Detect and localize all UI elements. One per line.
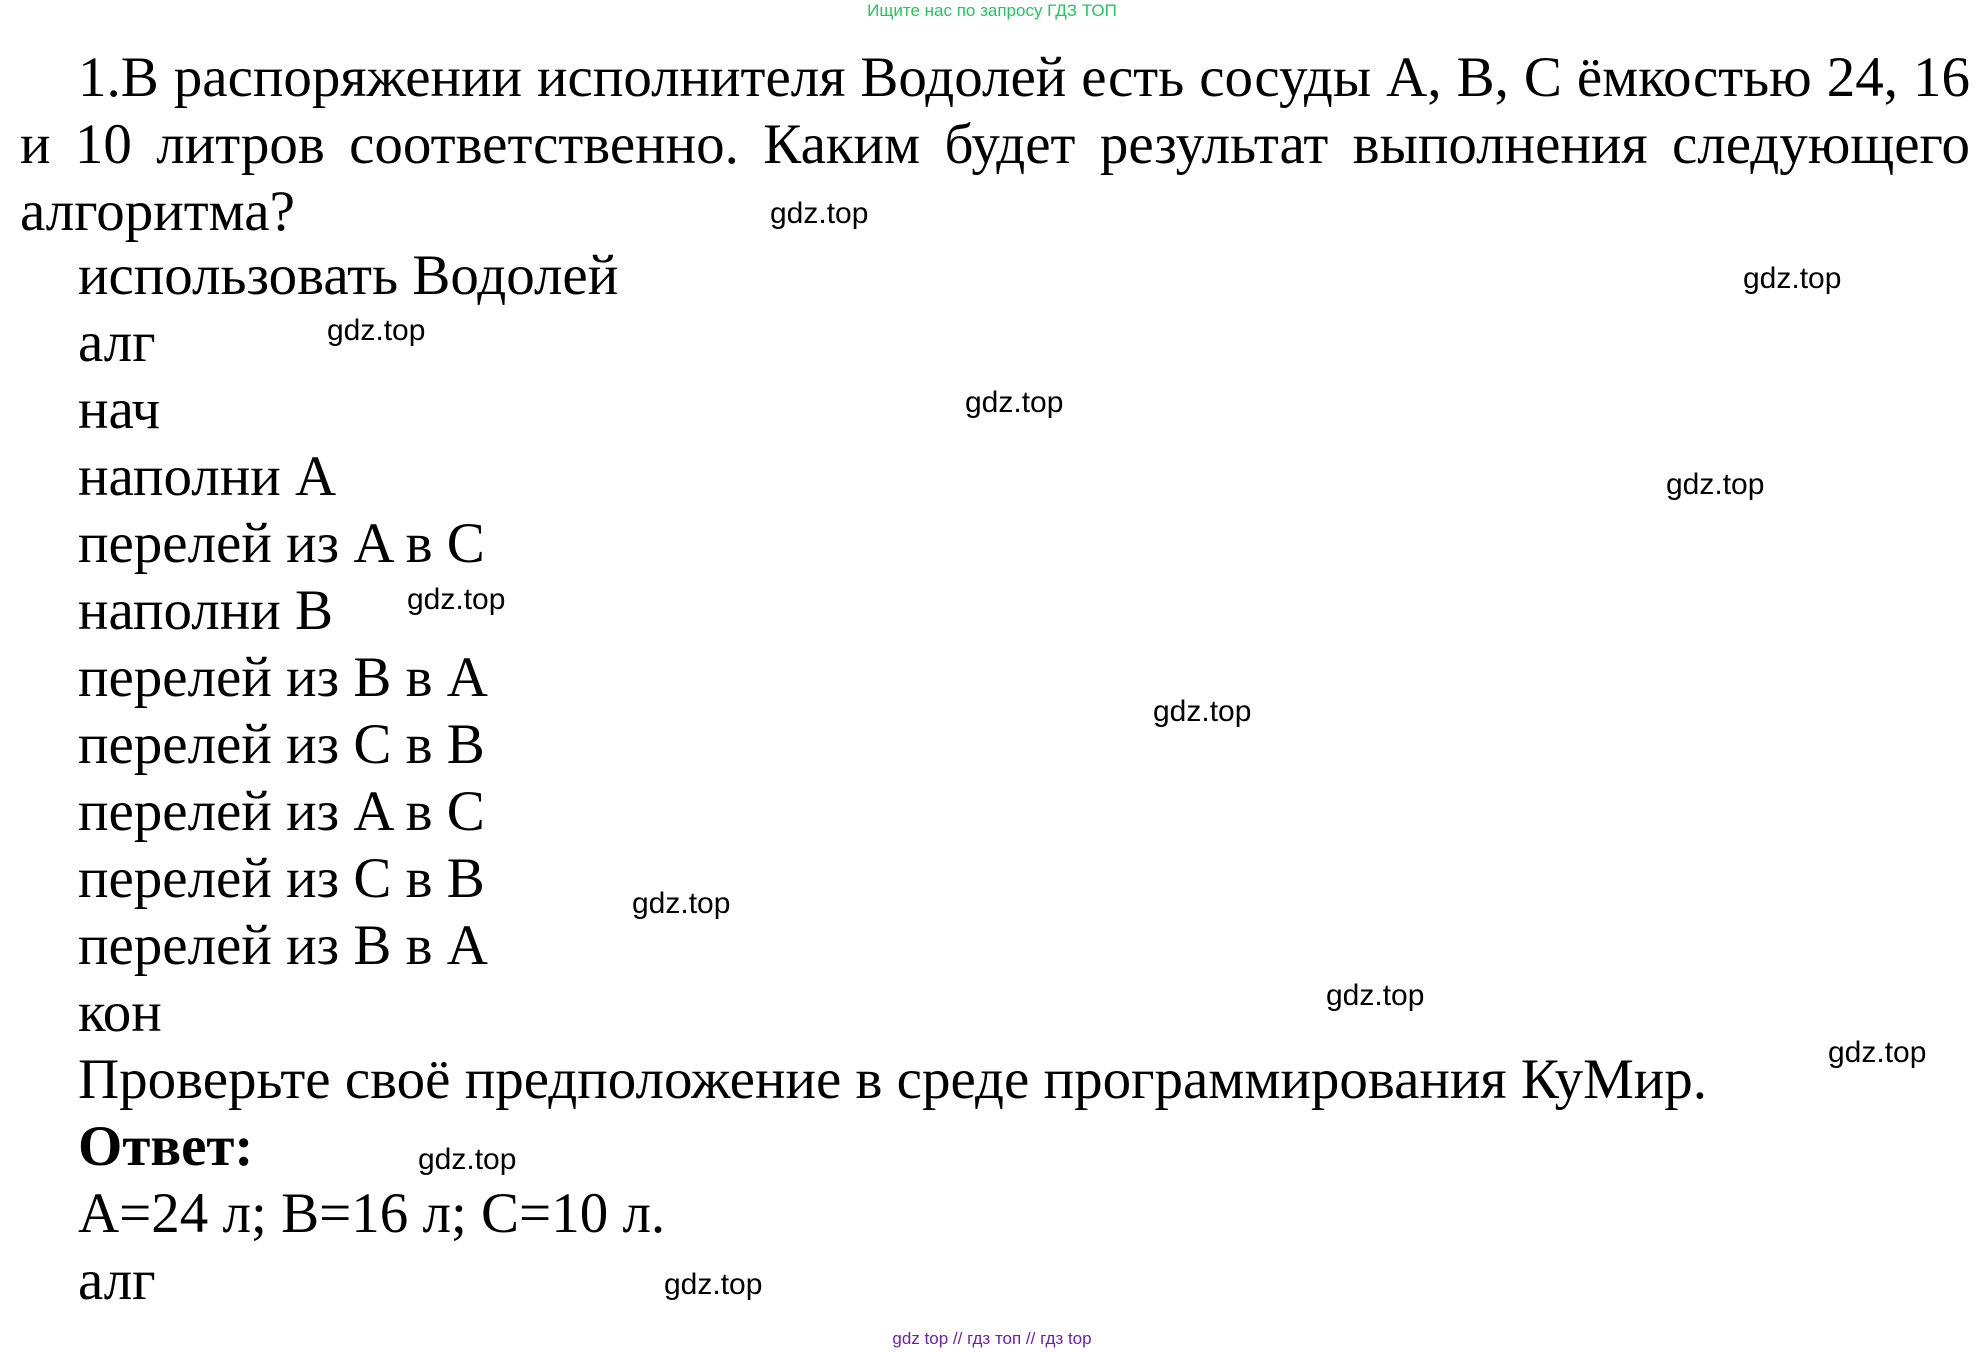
- answer-value: A=24 л; B=16 л; C=10 л.: [78, 1182, 666, 1245]
- watermark: gdz.top: [327, 314, 426, 347]
- task-text: 1.В распоряжении исполнителя Водолей есть сосуды A, B, C ёмкостью 24, 16 и 10 литров соответственно. Каким будет результат выполнения следующего алгоритма?: [20, 46, 1970, 243]
- code-line: перелей из B в A: [78, 646, 488, 709]
- answer-label: Ответ:: [78, 1115, 254, 1178]
- watermark: gdz.top: [1326, 979, 1425, 1012]
- footer-links: gdz top // гдз топ // гдз top: [892, 1329, 1092, 1348]
- code-line: перелей из C в B: [78, 847, 485, 910]
- algorithm-listing: [78, 242, 1707, 1314]
- watermark: gdz.top: [1743, 262, 1842, 295]
- watermark: gdz.top: [770, 197, 869, 230]
- code-line: перелей из A в C: [78, 512, 485, 575]
- watermark: gdz.top: [1153, 695, 1252, 728]
- answer-trailing: алг: [78, 1249, 156, 1312]
- check-text: Проверьте своё предположение в среде программирования КуМир.: [78, 1048, 1708, 1111]
- watermark: gdz.top: [664, 1268, 763, 1301]
- watermark: gdz.top: [1828, 1036, 1927, 1069]
- watermark: gdz.top: [418, 1143, 517, 1176]
- watermark: gdz.top: [1666, 468, 1765, 501]
- code-line: перелей из A в C: [78, 780, 485, 843]
- top-banner: Ищите нас по запросу ГДЗ ТОП: [867, 1, 1117, 20]
- code-line: нач: [78, 378, 161, 441]
- code-line: перелей из B в A: [78, 914, 488, 977]
- code-line: наполни B: [78, 579, 334, 642]
- code-line: наполни A: [78, 445, 337, 508]
- watermark: gdz.top: [632, 887, 731, 920]
- code-line: использовать Водолей: [78, 244, 619, 307]
- code-line: кон: [78, 981, 162, 1044]
- code-line: перелей из C в B: [78, 713, 485, 776]
- watermark: gdz.top: [965, 386, 1064, 419]
- watermark: gdz.top: [407, 583, 506, 616]
- code-line: алг: [78, 311, 156, 374]
